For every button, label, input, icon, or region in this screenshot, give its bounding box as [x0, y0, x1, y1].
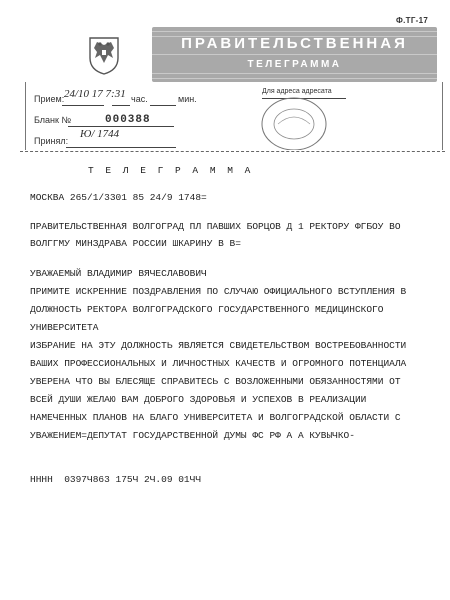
round-stamp-icon: [258, 94, 330, 150]
header-title: ПРАВИТЕЛЬСТВЕННАЯ: [181, 35, 408, 52]
hour-label: час.: [131, 94, 148, 104]
body-line: УВЕРЕНА ЧТО ВЫ БЛЕСЯЩЕ СПРАВИТЕСЬ С ВОЗЛОЖЕННЫМИ ОБЯЗАННОСТЯМИ ОТ: [30, 376, 401, 387]
form-code: Ф.ТГ-17: [396, 16, 429, 25]
body-line: УВАЖЕНИЕМ=ДЕПУТАТ ГОСУДАРСТВЕННОЙ ДУМЫ ФС РФ А А КУВЫЧКО-: [30, 430, 355, 441]
header-subtitle: ТЕЛЕГРАММА: [247, 59, 342, 70]
address-line: ВОЛГГМУ МИНЗДРАВА РОССИИ ШКАРИНУ В В=: [30, 238, 241, 249]
telegram-heading: Т Е Л Е Г Р А М М А: [88, 165, 254, 176]
route-line: МОСКВА 265/1/3301 85 24/9 1748=: [30, 192, 207, 203]
received-value: 24/10 17 7:31: [64, 88, 126, 100]
body-line: ДОЛЖНОСТЬ РЕКТОРА ВОЛГОГРАДСКОГО ГОСУДАРСТВЕННОГО МЕДИЦИНСКОГО: [30, 304, 384, 315]
body-line: ПРИМИТЕ ИСКРЕННИЕ ПОЗДРАВЛЕНИЯ ПО СЛУЧАЮ ОФИЦИАЛЬНОГО ВСТУПЛЕНИЯ В: [30, 286, 407, 297]
accepted-label: Принял:: [34, 136, 69, 146]
accepted-value: Ю/ 1744: [80, 128, 120, 140]
tear-line: [20, 151, 445, 152]
blank-number: 000388: [105, 114, 151, 126]
recipient-label: Для адреса адресата: [262, 88, 332, 95]
blank-label: Бланк №: [34, 115, 72, 125]
minute-label: мин.: [178, 94, 197, 104]
body-line: ВАШИХ ПРОФЕССИОНАЛЬНЫХ И ЛИЧНОСТНЫХ КАЧЕСТВ И ОГРОМНОГО ПОТЕНЦИАЛА: [30, 358, 407, 369]
header-band: [152, 27, 437, 82]
body-line: ВСЕЙ ДУШИ ЖЕЛАЮ ВАМ ДОБРОГО ЗДОРОВЬЯ И УСПЕХОВ В РЕАЛИЗАЦИИ: [30, 394, 367, 405]
body-line: ИЗБРАНИЕ НА ЭТУ ДОЛЖНОСТЬ ЯВЛЯЕТСЯ СВИДЕТЕЛЬСТВОМ ВОСТРЕБОВАННОСТИ: [30, 340, 407, 351]
service-footer: НННН 0397Ч863 175Ч 2Ч.09 01ЧЧ: [30, 474, 202, 485]
body-line: НАМЕЧЕННЫХ ПЛАНОВ НА БЛАГО УНИВЕРСИТЕТА И ВОЛГОГРАДСКОЙ ОБЛАСТИ С: [30, 412, 401, 423]
address-line: ПРАВИТЕЛЬСТВЕННАЯ ВОЛГОГРАД ПЛ ПАВШИХ БОРЦОВ Д 1 РЕКТОРУ ФГБОУ ВО: [30, 221, 401, 232]
body-line: УНИВЕРСИТЕТА: [30, 322, 99, 333]
body-line: УВАЖАЕМЫЙ ВЛАДИМИР ВЯЧЕСЛАВОВИЧ: [30, 268, 207, 279]
received-label: Прием:: [34, 94, 65, 104]
coat-of-arms-icon: [86, 36, 122, 76]
